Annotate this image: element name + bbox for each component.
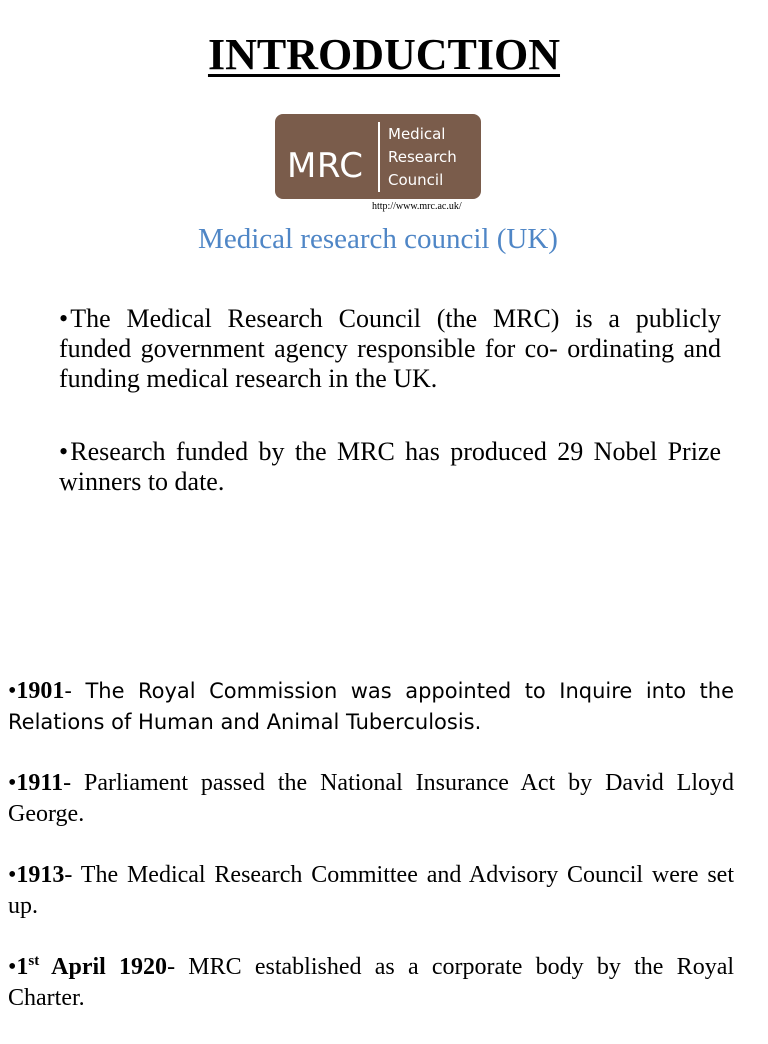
history-timeline xyxy=(8,676,734,1044)
timeline-text: - MRC established as a corporate body by the Royal Charter. xyxy=(8,954,735,1011)
timeline-year: 1913 xyxy=(16,862,65,888)
logo-word-medical: Medical xyxy=(388,125,446,143)
timeline-item: •1901- The Royal Commission was appointed to Inquire into the Relations of Human and Animal Tuberculosis. xyxy=(8,678,734,734)
intro-bullets xyxy=(59,304,721,540)
timeline-text: - Parliament passed the National Insurance Act by David Lloyd George. xyxy=(8,770,734,827)
logo-mrc-text: MRC xyxy=(287,146,364,186)
subtitle: Medical research council (UK) xyxy=(198,223,558,255)
logo-word-council: Council xyxy=(388,171,444,189)
logo-words xyxy=(388,123,457,192)
source-url: http://www.mrc.ac.uk/ xyxy=(372,201,462,212)
timeline-year: 1901 xyxy=(16,678,65,704)
timeline-item: •1913- The Medical Research Committee and Advisory Council were set up. xyxy=(8,862,734,919)
timeline-item: •1911- Parliament passed the National Insurance Act by David Lloyd George. xyxy=(8,770,734,827)
timeline-year: 1911 xyxy=(16,770,64,796)
page-title: INTRODUCTION xyxy=(207,30,561,79)
timeline-year: 1st April 1920 xyxy=(16,953,168,980)
bullet-item: • Research funded by the MRC has produced 29 Nobel Prize winners to date. xyxy=(59,437,721,496)
bullet-item: • The Medical Research Council (the MRC) is a publicly funded government agency responsible for co- ordinating and funding medical research in the UK. xyxy=(59,304,721,393)
mrc-logo xyxy=(275,114,481,199)
logo-word-research: Research xyxy=(388,148,457,166)
bullet-text: The Medical Research Council (the MRC) is a publicly funded government agency responsible for co- ordinating and funding medical research in the UK. xyxy=(59,304,721,393)
timeline-item: •1st April 1920- MRC established as a corporate body by the Royal Charter. xyxy=(8,953,735,1011)
timeline-text: - The Medical Research Committee and Advisory Council were set up. xyxy=(8,862,734,919)
timeline-text: - The Royal Commission was appointed to Inquire into the Relations of Human and Animal Tuberculosis. xyxy=(8,679,734,734)
logo-divider xyxy=(378,122,380,192)
bullet-text: Research funded by the MRC has produced 29 Nobel Prize winners to date. xyxy=(59,437,721,496)
